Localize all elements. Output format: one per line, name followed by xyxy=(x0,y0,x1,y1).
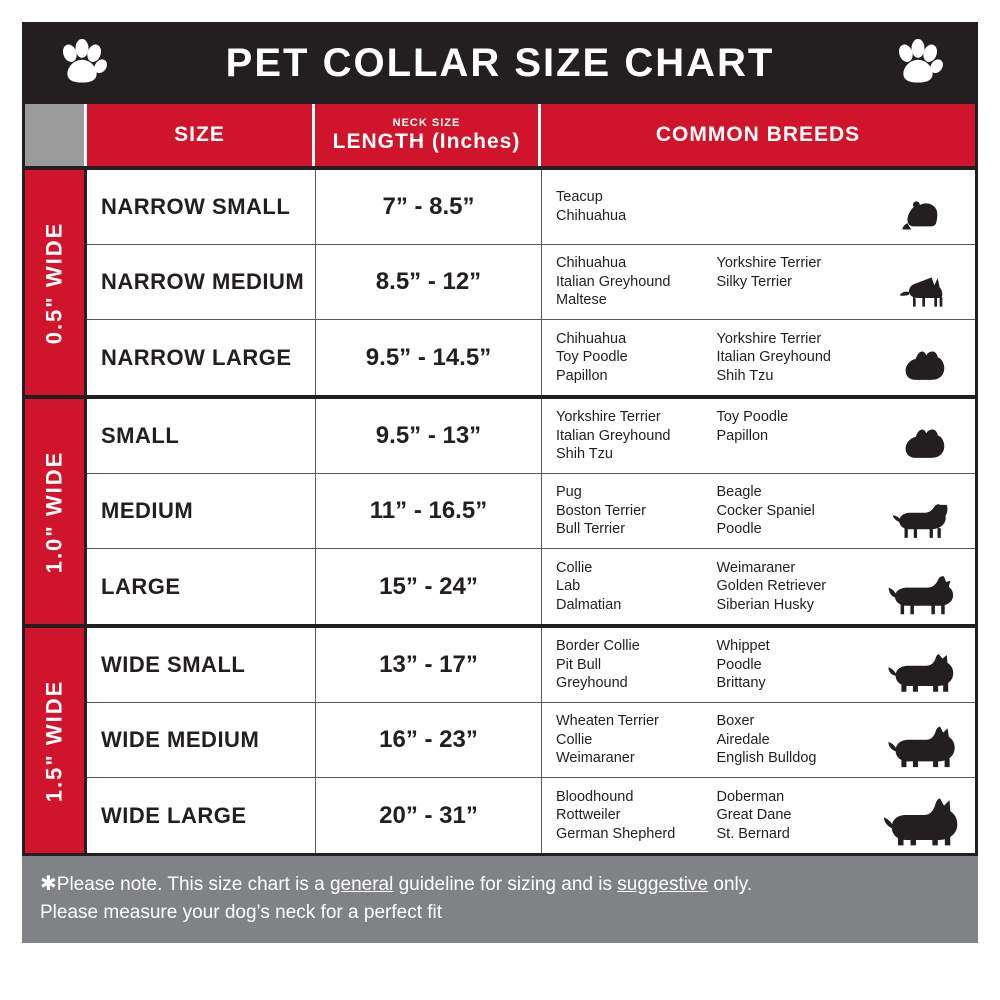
breed-item: Bull Terrier xyxy=(556,521,626,538)
row-breeds xyxy=(542,399,975,473)
breed-item: Chihuahua xyxy=(556,330,627,347)
breeds-right xyxy=(717,188,878,225)
breed-item: Greyhound xyxy=(556,675,628,692)
breeds-right xyxy=(717,637,878,693)
breeds-right xyxy=(717,483,878,539)
breed-item: Chihuahua xyxy=(556,255,627,272)
table-row xyxy=(87,778,975,853)
row-length: 20” - 31” xyxy=(316,778,542,853)
breed-item: Poodle xyxy=(716,521,762,538)
breed-item: Shih Tzu xyxy=(716,367,774,384)
breed-item: Italian Greyhound xyxy=(556,273,671,290)
breeds-right xyxy=(717,254,878,310)
footer-line-2: Please measure your dog’s neck for a perfect fit xyxy=(40,902,443,923)
breed-item: Great Dane xyxy=(716,807,792,824)
paw-icon xyxy=(56,37,108,89)
breed-item: Teacup xyxy=(556,189,603,206)
breed-item: German Shepherd xyxy=(556,825,676,842)
row-size: NARROW LARGE xyxy=(87,320,316,395)
table-row xyxy=(87,703,975,778)
breed-item: Yorkshire Terrier xyxy=(716,330,822,347)
breed-item: Maltese xyxy=(556,292,607,309)
width-group xyxy=(25,624,975,853)
breeds-left xyxy=(556,712,717,768)
table-row xyxy=(87,245,975,320)
breed-item: Brittany xyxy=(716,675,766,692)
footer-text-a: Please note. This size chart is a xyxy=(56,874,330,895)
breed-item: Yorkshire Terrier xyxy=(556,409,661,426)
breed-item: Golden Retriever xyxy=(716,578,827,595)
table-row xyxy=(87,399,975,474)
breed-item: Cocker Spaniel xyxy=(716,502,815,519)
breed-item: Rottweiler xyxy=(556,807,621,824)
width-label-0-5: 0.5" WIDE xyxy=(25,170,87,395)
breeds-right xyxy=(717,559,878,615)
breed-item: Doberman xyxy=(716,788,785,805)
table-row xyxy=(87,170,975,245)
breed-item: Pit Bull xyxy=(556,656,602,673)
row-size: SMALL xyxy=(87,399,316,473)
breeds-left xyxy=(556,559,717,615)
row-length: 15” - 24” xyxy=(316,549,542,624)
breeds-left xyxy=(556,637,717,693)
row-size: MEDIUM xyxy=(87,474,316,548)
breed-item: Toy Poodle xyxy=(716,409,789,426)
breed-item: Boxer xyxy=(716,713,755,730)
breed-item: Bloodhound xyxy=(556,788,634,805)
breeds-right xyxy=(717,788,878,844)
table-row xyxy=(87,549,975,624)
footer-line-1 xyxy=(40,870,960,899)
breed-item: Italian Greyhound xyxy=(556,427,671,444)
yorkie-silhouette-icon xyxy=(877,170,969,244)
breed-item: Airedale xyxy=(716,731,770,748)
row-breeds xyxy=(542,170,975,244)
width-group xyxy=(25,166,975,395)
breed-item: Papillon xyxy=(556,367,608,384)
breeds-left xyxy=(556,188,717,225)
breed-item: Poodle xyxy=(716,656,762,673)
table-header-breeds: COMMON BREEDS xyxy=(541,104,975,166)
paw-icon xyxy=(892,37,944,89)
footer-text-b: guideline for sizing and is xyxy=(393,874,618,895)
doberman-silhouette-icon xyxy=(877,778,969,853)
row-size: WIDE MEDIUM xyxy=(87,703,316,777)
breeds-right xyxy=(717,408,878,464)
footer-note xyxy=(22,856,978,943)
row-length: 16” - 23” xyxy=(316,703,542,777)
footer-underline-general: general xyxy=(329,874,394,895)
row-length: 9.5” - 13” xyxy=(316,399,542,473)
table-header-neck-size: NECK SIZE xyxy=(392,117,461,129)
breed-item: Siberian Husky xyxy=(716,596,815,613)
row-breeds xyxy=(542,628,975,702)
breed-item: Pug xyxy=(556,484,582,501)
asterisk-icon: ✱ xyxy=(40,873,57,895)
row-breeds xyxy=(542,474,975,548)
beagle-silhouette-icon xyxy=(877,474,969,548)
papillon-silhouette-icon xyxy=(877,399,969,473)
row-size: NARROW SMALL xyxy=(87,170,316,244)
chihuahua-silhouette-icon xyxy=(877,245,969,319)
breed-item: Yorkshire Terrier xyxy=(716,255,822,272)
row-breeds xyxy=(542,549,975,624)
breed-item: Beagle xyxy=(716,484,762,501)
breed-item: English Bulldog xyxy=(716,750,817,767)
row-breeds xyxy=(542,320,975,395)
table-header-size: SIZE xyxy=(87,104,315,166)
breeds-left xyxy=(556,330,717,386)
pitbull-silhouette-icon xyxy=(877,628,969,702)
breed-item: Papillon xyxy=(716,427,769,444)
breed-item: Chihuahua xyxy=(556,208,627,224)
breed-item: Whippet xyxy=(716,638,770,655)
breed-item: Collie xyxy=(556,559,593,576)
breed-item: Border Collie xyxy=(556,638,640,655)
page-title: PET COLLAR SIZE CHART xyxy=(225,40,775,85)
breeds-right xyxy=(717,712,878,768)
boxer-silhouette-icon xyxy=(877,703,969,777)
row-breeds xyxy=(542,778,975,853)
row-length: 7” - 8.5” xyxy=(316,170,542,244)
row-size: WIDE SMALL xyxy=(87,628,316,702)
width-group xyxy=(25,395,975,624)
table-header-length xyxy=(315,104,541,166)
row-size: WIDE LARGE xyxy=(87,778,316,853)
breed-item: Weimaraner xyxy=(556,750,635,767)
breeds-left xyxy=(556,408,717,464)
row-length: 9.5” - 14.5” xyxy=(316,320,542,395)
row-length: 11” - 16.5” xyxy=(316,474,542,548)
row-size: LARGE xyxy=(87,549,316,624)
table-header-length-label: LENGTH (Inches) xyxy=(332,130,521,153)
row-size: NARROW MEDIUM xyxy=(87,245,316,319)
width-label-1-0: 1.0" WIDE xyxy=(25,399,87,624)
table-row xyxy=(87,474,975,549)
breeds-left xyxy=(556,483,717,539)
breeds-right xyxy=(717,330,878,386)
size-table xyxy=(22,104,978,856)
row-breeds xyxy=(542,703,975,777)
table-row xyxy=(87,628,975,703)
row-length: 13” - 17” xyxy=(316,628,542,702)
breed-item: Wheaten Terrier xyxy=(556,713,659,730)
row-breeds xyxy=(542,245,975,319)
breed-item: Collie xyxy=(556,731,593,748)
breed-item: Weimaraner xyxy=(716,559,796,576)
chart-header xyxy=(22,22,978,104)
breeds-left xyxy=(556,788,717,844)
retriever-silhouette-icon xyxy=(877,549,969,624)
table-row xyxy=(87,320,975,395)
footer-underline-suggestive: suggestive xyxy=(617,874,709,895)
breed-item: Dalmatian xyxy=(556,596,622,613)
breed-item: Boston Terrier xyxy=(556,502,646,519)
table-header-row xyxy=(25,104,975,166)
papillon-silhouette-icon xyxy=(877,320,969,395)
breed-item: Lab xyxy=(556,578,581,595)
breed-item: Shih Tzu xyxy=(556,446,613,463)
breeds-left xyxy=(556,254,717,310)
breed-item: St. Bernard xyxy=(716,825,790,842)
footer-text-c: only. xyxy=(708,874,753,895)
breed-item: Silky Terrier xyxy=(716,273,792,290)
row-length: 8.5” - 12” xyxy=(316,245,542,319)
width-label-1-5: 1.5" WIDE xyxy=(25,628,87,853)
breed-item: Toy Poodle xyxy=(556,349,628,366)
table-header-corner xyxy=(25,104,87,166)
breed-item: Italian Greyhound xyxy=(716,349,831,366)
